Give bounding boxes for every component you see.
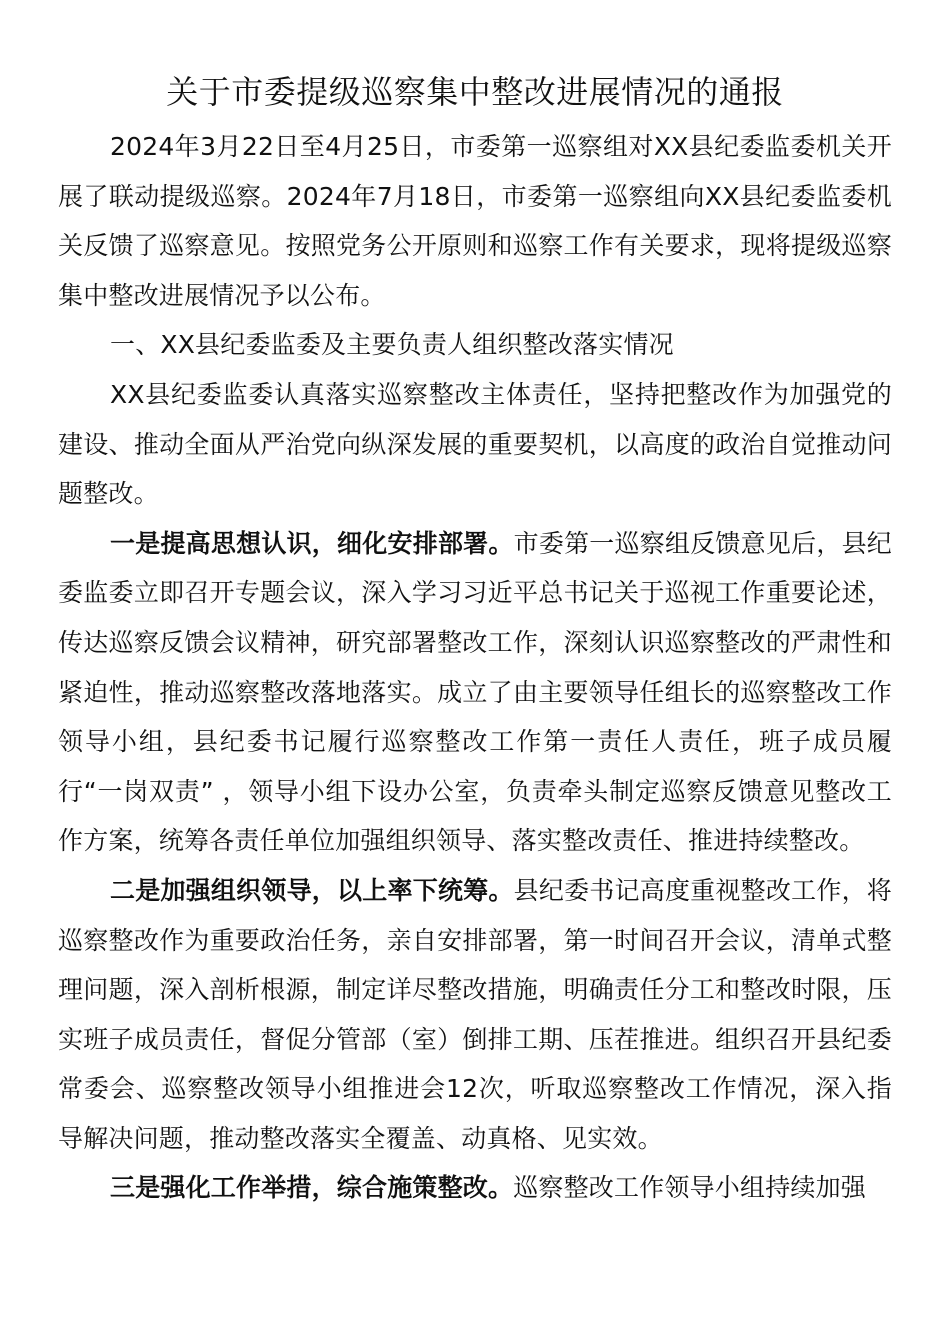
section-heading: 一、XX县纪委监委及主要负责人组织整改落实情况 (110, 330, 674, 360)
item-paragraph-3 (58, 1163, 892, 1213)
item-lead-1: 一是提高思想认识，细化安排部署。 (110, 528, 514, 558)
item-paragraph-1 (58, 519, 892, 866)
item-paragraph-2 (58, 866, 892, 1164)
document-page (58, 62, 892, 1213)
item-body-2: 县纪委书记高度重视整改工作，将巡察整改作为重要政治任务，亲自安排部署，第一时间召开会议，清单式整理问题，深入剖析根源，制定详尽整改措施，明确责任分工和整改时限，压实班子成员责任，督促分管部（室）倒排工期、压茬推进。组织召开县纪委常委会、巡察整改领导小组推进会12次，听取巡察整改工作情况，深入指导解决问题，推动整改落实全覆盖、动真格、见实效。 (58, 875, 892, 1153)
document-title: 关于市委提级巡察集中整改进展情况的通报 (166, 73, 784, 111)
section-intro-paragraph: XX县纪委监委认真落实巡察整改主体责任，坚持把整改作为加强党的建设、推动全面从严治党向纵深发展的重要契机，以高度的政治自觉推动问题整改。 (58, 379, 892, 509)
item-lead-3: 三是强化工作举措，综合施策整改。 (110, 1173, 514, 1203)
item-body-1: 市委第一巡察组反馈意见后，县纪委监委立即召开专题会议，深入学习习近平总书记关于巡视工作重要论述，传达巡察反馈会议精神，研究部署整改工作，深刻认识巡察整改的严肃性和紧迫性，推动巡察整改落地落实。成立了由主要领导任组长的巡察整改工作领导小组，县纪委书记履行巡察整改工作第一责任人责任，班子成员履行“一岗双责” ，领导小组下设办公室，负责牵头制定巡察反馈意见整改工作方案，统筹各责任单位加强组织领导、落实整改责任、推进持续整改。 (58, 528, 892, 856)
item-lead-2: 二是加强组织领导，以上率下统筹。 (110, 875, 514, 905)
item-body-3: 巡察整改工作领导小组持续加强 (513, 1173, 867, 1203)
intro-paragraph: 2024年3月22日至4月25日，市委第一巡察组对XX县纪委监委机关开展了联动提级巡察。2024年7月18日，市委第一巡察组向XX县纪委监委机关反馈了巡察意见。按照党务公开原则和巡察工作有关要求，现将提级巡察集中整改进展情况予以公布。 (58, 132, 892, 310)
